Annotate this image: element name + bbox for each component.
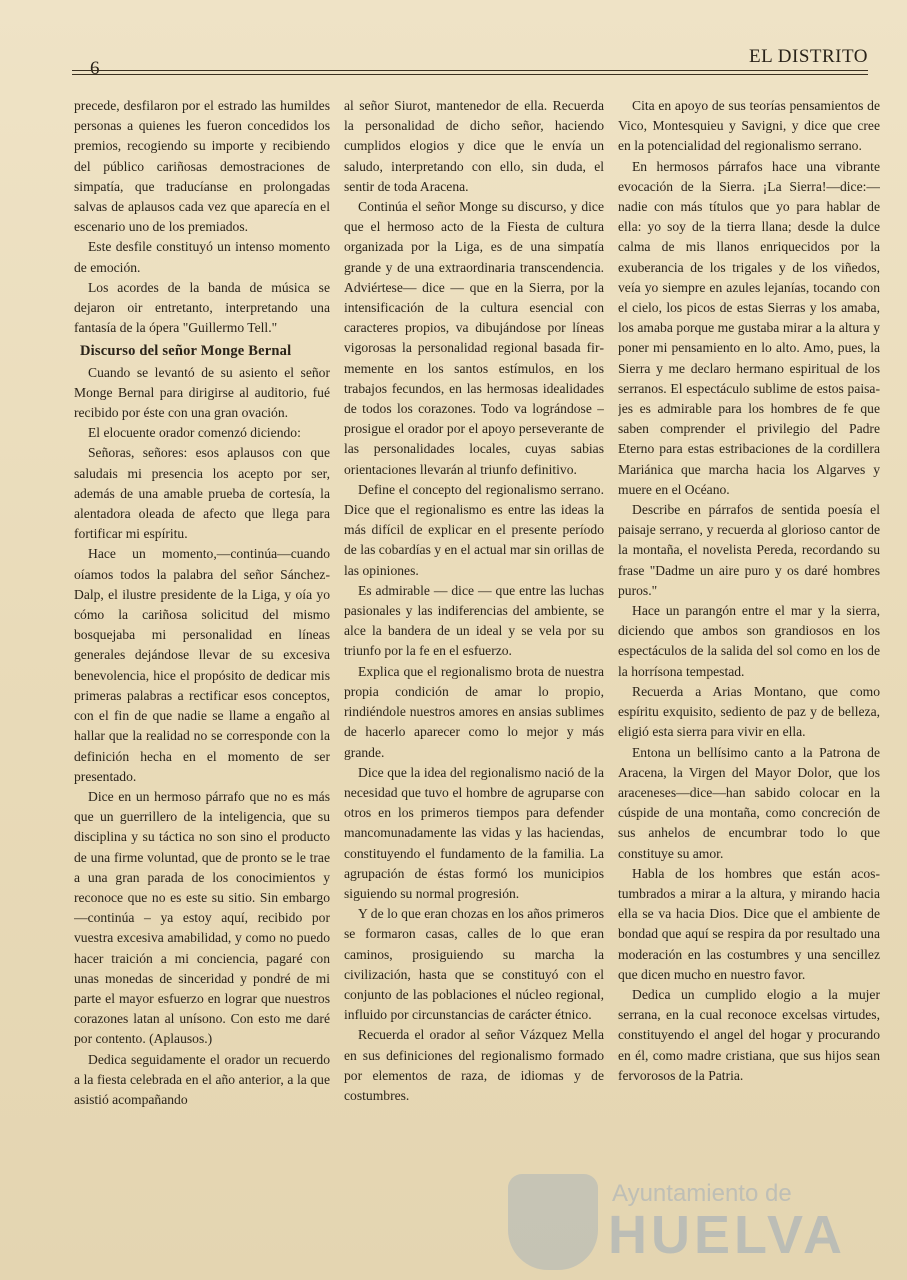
- paragraph: precede, desfilaron por el estrado las humildes personas a quienes les fueron concedidos los premios, recogiendo su importe y recibiendo del público cariñosas demostraciones de simpatía, que traducíanse en prolongadas salvas de aplausos cada vez que aparecía en el escenario uno de los premiados.: [74, 98, 330, 235]
- paragraph: Explica que el regionalismo brota de nuestra propia condición de amar lo propio, rindiéndole nuestros amores en ansias sublimes de hacerlo aparecer como lo mejor y más grande.: [344, 663, 604, 760]
- paragraph: al señor Siurot, mantenedor de ella. Recuerda la personalidad de dicho señor, haciendo cumplidos elogios y dice que le envía un saludo, interpretando con ello, sin duda, el sentir de toda Aracena.: [344, 98, 604, 194]
- paragraph: Cuando se levantó de su asiento el señor Monge Bernal para dirigirse al auditorio, fué recibido por éste con una gran ovación.: [74, 364, 330, 421]
- paragraph: Dedica seguidamente el orador un recuerdo a la fiesta celebrada en el año anterior, a la que asistió acompañando: [74, 1051, 330, 1107]
- shield-icon: [508, 1174, 598, 1270]
- watermark-org: Ayuntamiento de: [612, 1180, 792, 1207]
- archive-watermark: [500, 1170, 846, 1275]
- paragraph: Describe en párrafos de sentida poesía el paisaje serrano, y recuerda al glorioso cantor de la montaña, el novelista Pereda, recordando su frase "Dadme un aire puro y os daré hombres puros.": [618, 502, 880, 598]
- paragraph: Cita en apoyo de sus teorías pensamientos de Vico, Montesquieu y Savigni, y dice que cree en la potencialidad del regionalismo serrano.: [618, 98, 880, 154]
- paragraph: Continúa el señor Monge su discurso, y dice que el hermoso acto de la Fiesta de cultura organizada por la Liga, es de una simpatía grande y de una extraordinaria transcendencia. Adviértese— dice — que en la Sierra, por la intensificación de la cultura esencial con caracteres propios, va dibujándose por líneas vigorosas la personalidad regional basada firmemente en los santos estímulos, en los trabajos fecundos, en las hermosas idealidades de todos los corazones. Todo va lográndose – prosigue el orador por el apoyo perseverante de las personalidades locales, cuyas sabias orientaciones llevarán al triunfo definitivo.: [344, 199, 604, 477]
- paragraph: Recuerda el orador al señor Vázquez Mella en sus definiciones del regionalismo formado por elementos de raza, de idiomas y de costumbres.: [344, 1027, 604, 1103]
- column-3: [618, 96, 880, 1216]
- section-heading: Discurso del señor Monge Bernal: [80, 343, 292, 360]
- running-title: EL DISTRITO: [749, 46, 868, 67]
- page-number: 6: [90, 58, 100, 79]
- column-1: [74, 96, 330, 1216]
- header-rule: [72, 70, 868, 71]
- paragraph: Señoras, señores: esos aplausos con que saludais mi presencia los acepto por ser, además de una amable prueba de cortesía, la alentadora oleada de afecto que llega para fortificar mi espíritu.: [74, 445, 330, 542]
- paragraph: Dedica un cumplido elogio a la mujer serrana, en la cual reconoce excelsas virtudes, constituyendo el angel del hogar y procurando en él, como madre cristiana, que sus hijos sean fervorosos de la Patria.: [618, 986, 880, 1083]
- watermark-city: HUELVA: [608, 1205, 846, 1265]
- paragraph: Define el concepto del regionalismo serrano. Dice que el regionalismo es entre las ideas la más difícil de explicar en el presente período de las cobardías y en el actual mar sin orillas de las opiniones.: [344, 481, 604, 578]
- paragraph: Habla de los hombres que están acostumbrados a mirar a la altura, y mirando hacia ella se va hacia Dios. Dice que el ambiente de bondad que aquí se respira da por resultado una moderación en las costumbres y una sencillez que dicen mucho en nuestro favor.: [618, 865, 880, 982]
- paragraph: Hace un momento,—continúa—cuando oíamos todos la palabra del señor Sánchez-Dalp, el ilustre presidente de la Liga, y oía yo cómo la cariñosa solicitud del mismo bosquejaba mi personalidad en líneas generales dejándose llevar de su excesiva benevolencia, hice el propósito de dedicar mis primeras palabras a rectificar esos conceptos, con el fin de que nadie se llame a engaño al hallar que la realidad no se corresponde con la definición hecha en el momento de ser presentado.: [74, 546, 330, 784]
- paragraph: Entona un bellísimo canto a la Patrona de Aracena, la Virgen del Mayor Dolor, que los araceneses—dice—han sabido colocar en la cúspide de una montaña, como concreción de sus anhelos de encumbrar todo lo que constituye su amor.: [618, 744, 880, 861]
- paragraph: Y de lo que eran chozas en los años primeros se formaron casas, calles de lo que eran caminos, prosiguiendo su marcha la civilización, hasta que se constituyó con el conjunto de las poblaciones el núcleo regional, influido por circunstancias de carácter étnico.: [344, 906, 604, 1023]
- paragraph: Los acordes de la banda de música se dejaron oir entretanto, interpretando una fantasía de la ópera "Guillermo Tell.": [74, 279, 330, 336]
- paragraph: El elocuente orador comenzó diciendo:: [88, 425, 301, 441]
- paragraph: Recuerda a Arias Montano, que como espíritu exquisito, sediento de paz y de belleza, eligió esta sierra para vivir en ella.: [618, 683, 880, 740]
- paragraph: Hace un parangón entre el mar y la sierra, diciendo que ambos son grandiosos en los espectáculos de la salida del sol como en los de la horrísona tempestad.: [618, 603, 880, 679]
- paragraph: Este desfile constituyó un intenso momento de emoción.: [74, 239, 330, 275]
- paragraph: Es admirable — dice — que entre las luchas pasionales y las indiferencias del ambiente, se alce la bandera de un ideal y se vela por su triunfo por la fe en el esfuerzo.: [344, 582, 604, 659]
- paragraph: En hermosos párrafos hace una vibrante evocación de la Sierra. ¡La Sierra!—dice:—nadie con más títulos que yo para hablar de ella: yo soy de la tierra llana; desde la dulce calma de mis llanos enriquecidos por la exuberancia de los trigales y de los viñedos, veía yo siempre en azules lejanías, tocando con el cielo, los picos de estas Sierras y los amaba, los amaba porque me gustaba mirar a la altura y poner mi pensamiento en lo alto. Amo, pues, la Sierra y me declaro hermano espiritual de los serranos. El espectáculo sublime de estos paisajes es admirable para los hombres de fe que saben comprender el privilegio del Padre Eterno para estas estribaciones de la cordillera Mariánica que marcha hacia los Algarves y muere en el Océano.: [618, 158, 880, 497]
- header-rule-thin: [72, 74, 868, 75]
- column-2: [344, 96, 604, 1216]
- page-header: [72, 42, 868, 79]
- paragraph: Dice en un hermoso párrafo que no es más que un guerrillero de la inteligencia, que su disciplina y su táctica no son sino el producto de una firme voluntad, que de pronto se le trae a una gran parada de los conocimientos y reconoce que no es este su sitio. Sin embargo—continúa – ya estoy aquí, recibido por vuestra excesiva amabilidad, y como no puedo hacer traición a mi conciencia, pagaré con unas monedas de sinceridad y pondré de mi parte el mayor esfuerzo en lograr que nuestros corazones latan al unísono. Con esto me daré por contento. (Aplausos.): [74, 788, 330, 1047]
- paragraph: Dice que la idea del regionalismo nació de la necesidad que tuvo el hombre de agruparse con otros en los primeros tiempos para defender mancomunadamente las vidas y las haciendas, constituyendo el fundamento de la familia. La agrupación de éstas formó los municipios siguiendo su normal progresión.: [344, 764, 604, 901]
